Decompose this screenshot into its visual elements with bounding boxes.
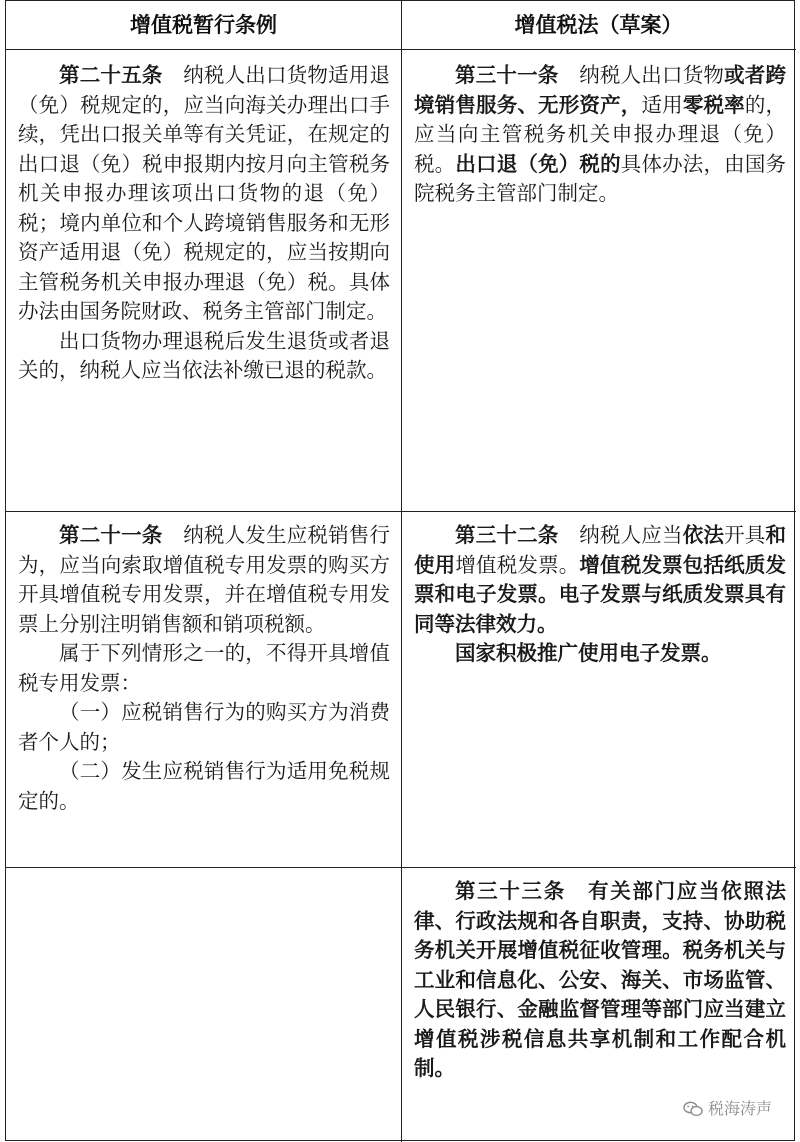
row1-right-seg7: 具体办法，由国务院税务主管部门制定。 <box>414 151 787 205</box>
row2-right-seg1: 纳税人应当 <box>579 523 683 547</box>
row1-right-seg2: 或者跨境销售服务、无形资产， <box>414 63 787 117</box>
row1-left-para1 <box>18 61 390 327</box>
row2-right-article: 第三十二条 <box>455 523 559 547</box>
row1-right-cell <box>414 61 786 209</box>
row2-left-item2: （二）发生应税销售行为适用免税规定的。 <box>18 759 390 813</box>
row1-right-seg3: 适用 <box>641 92 683 117</box>
row2-left-article: 第二十一条 <box>59 523 163 547</box>
row2-left-item1: （一）应税销售行为的购买方为消费者个人的； <box>18 700 390 754</box>
row2-right-seg3: 开具 <box>724 523 766 547</box>
watermark <box>683 1096 772 1119</box>
header-divider <box>6 49 796 50</box>
row2-left-para2: 属于下列情形之一的，不得开具增值税专用发票： <box>18 641 390 695</box>
comparison-table <box>5 0 795 1141</box>
row1-left-article: 第二十五条 <box>59 63 163 87</box>
row3-right-text1: 有关部门应当依照法律、行政法规和各自职责，支持、协助税务机关开展增值税征收管理。税务机关与工业和信息化、公安、海关、市场监管、人民银行、金融监督管理等部门应当建立增值税涉税信息共享机制和工作配合机制。 <box>414 879 787 1080</box>
row1-left-text1: 纳税人出口货物适用退（免）税规定的，应当向海关办理出口手续，凭出口报关单等有关凭证，在规定的出口退（免）税申报期内按月向主管税务机关申报办理该项出口货物的退（免）税；境内单位和个人跨境销售服务和无形资产适用退（免）税规定的，应当按期向主管税务机关申报办理退（免）税。具体办法由国务院财政、税务主管部门制定。 <box>18 63 391 323</box>
row2-right-para1 <box>414 521 786 639</box>
row2-right-cell <box>414 521 786 669</box>
header-left: 增值税暂行条例 <box>130 13 277 37</box>
row2-left-text1: 纳税人发生应税销售行为，应当向索取增值税专用发票的购买方开具增值税专用发票，并在增值税专用发票上分别注明销售额和销项税额。 <box>18 523 391 636</box>
row3-right-article: 第三十三条 <box>455 879 566 903</box>
row2-right-seg5: 增值税发票。 <box>455 552 580 577</box>
row2-right-seg2: 依法 <box>682 523 725 547</box>
row1-right-seg4: 零税率 <box>682 92 745 117</box>
row1-right-seg6: 出口退（免）税的 <box>455 151 621 176</box>
row1-right-seg1: 纳税人出口货物 <box>579 63 725 87</box>
wechat-icon <box>683 1101 703 1117</box>
row2-right-para2: 国家积极推广使用电子发票。 <box>455 641 722 665</box>
row1-right-article: 第三十一条 <box>455 63 559 87</box>
row3-right-cell <box>414 877 786 1084</box>
row1-left-cell <box>18 61 390 386</box>
row2-left-cell <box>18 521 390 816</box>
row2-left-para1 <box>18 521 390 639</box>
row-divider-1 <box>6 511 796 512</box>
column-divider <box>401 1 402 1142</box>
row1-left-para2: 出口货物办理退税后发生退货或者退关的，纳税人应当依法补缴已退的税款。 <box>18 328 390 382</box>
row2-right-seg4: 和使用 <box>414 523 787 577</box>
header-right: 增值税法（草案） <box>514 13 683 37</box>
watermark-text: 税海涛声 <box>707 1099 772 1118</box>
row1-right-para1 <box>414 61 786 209</box>
row2-right-seg6: 增值税发票包括纸质发票和电子发票。电子发票与纸质发票具有同等法律效力。 <box>414 552 787 636</box>
row1-right-seg5: 的，应当向主管税务机关申报办理退（免）税。 <box>414 92 787 176</box>
row-divider-2 <box>6 867 796 868</box>
row3-right-para1 <box>414 877 786 1084</box>
